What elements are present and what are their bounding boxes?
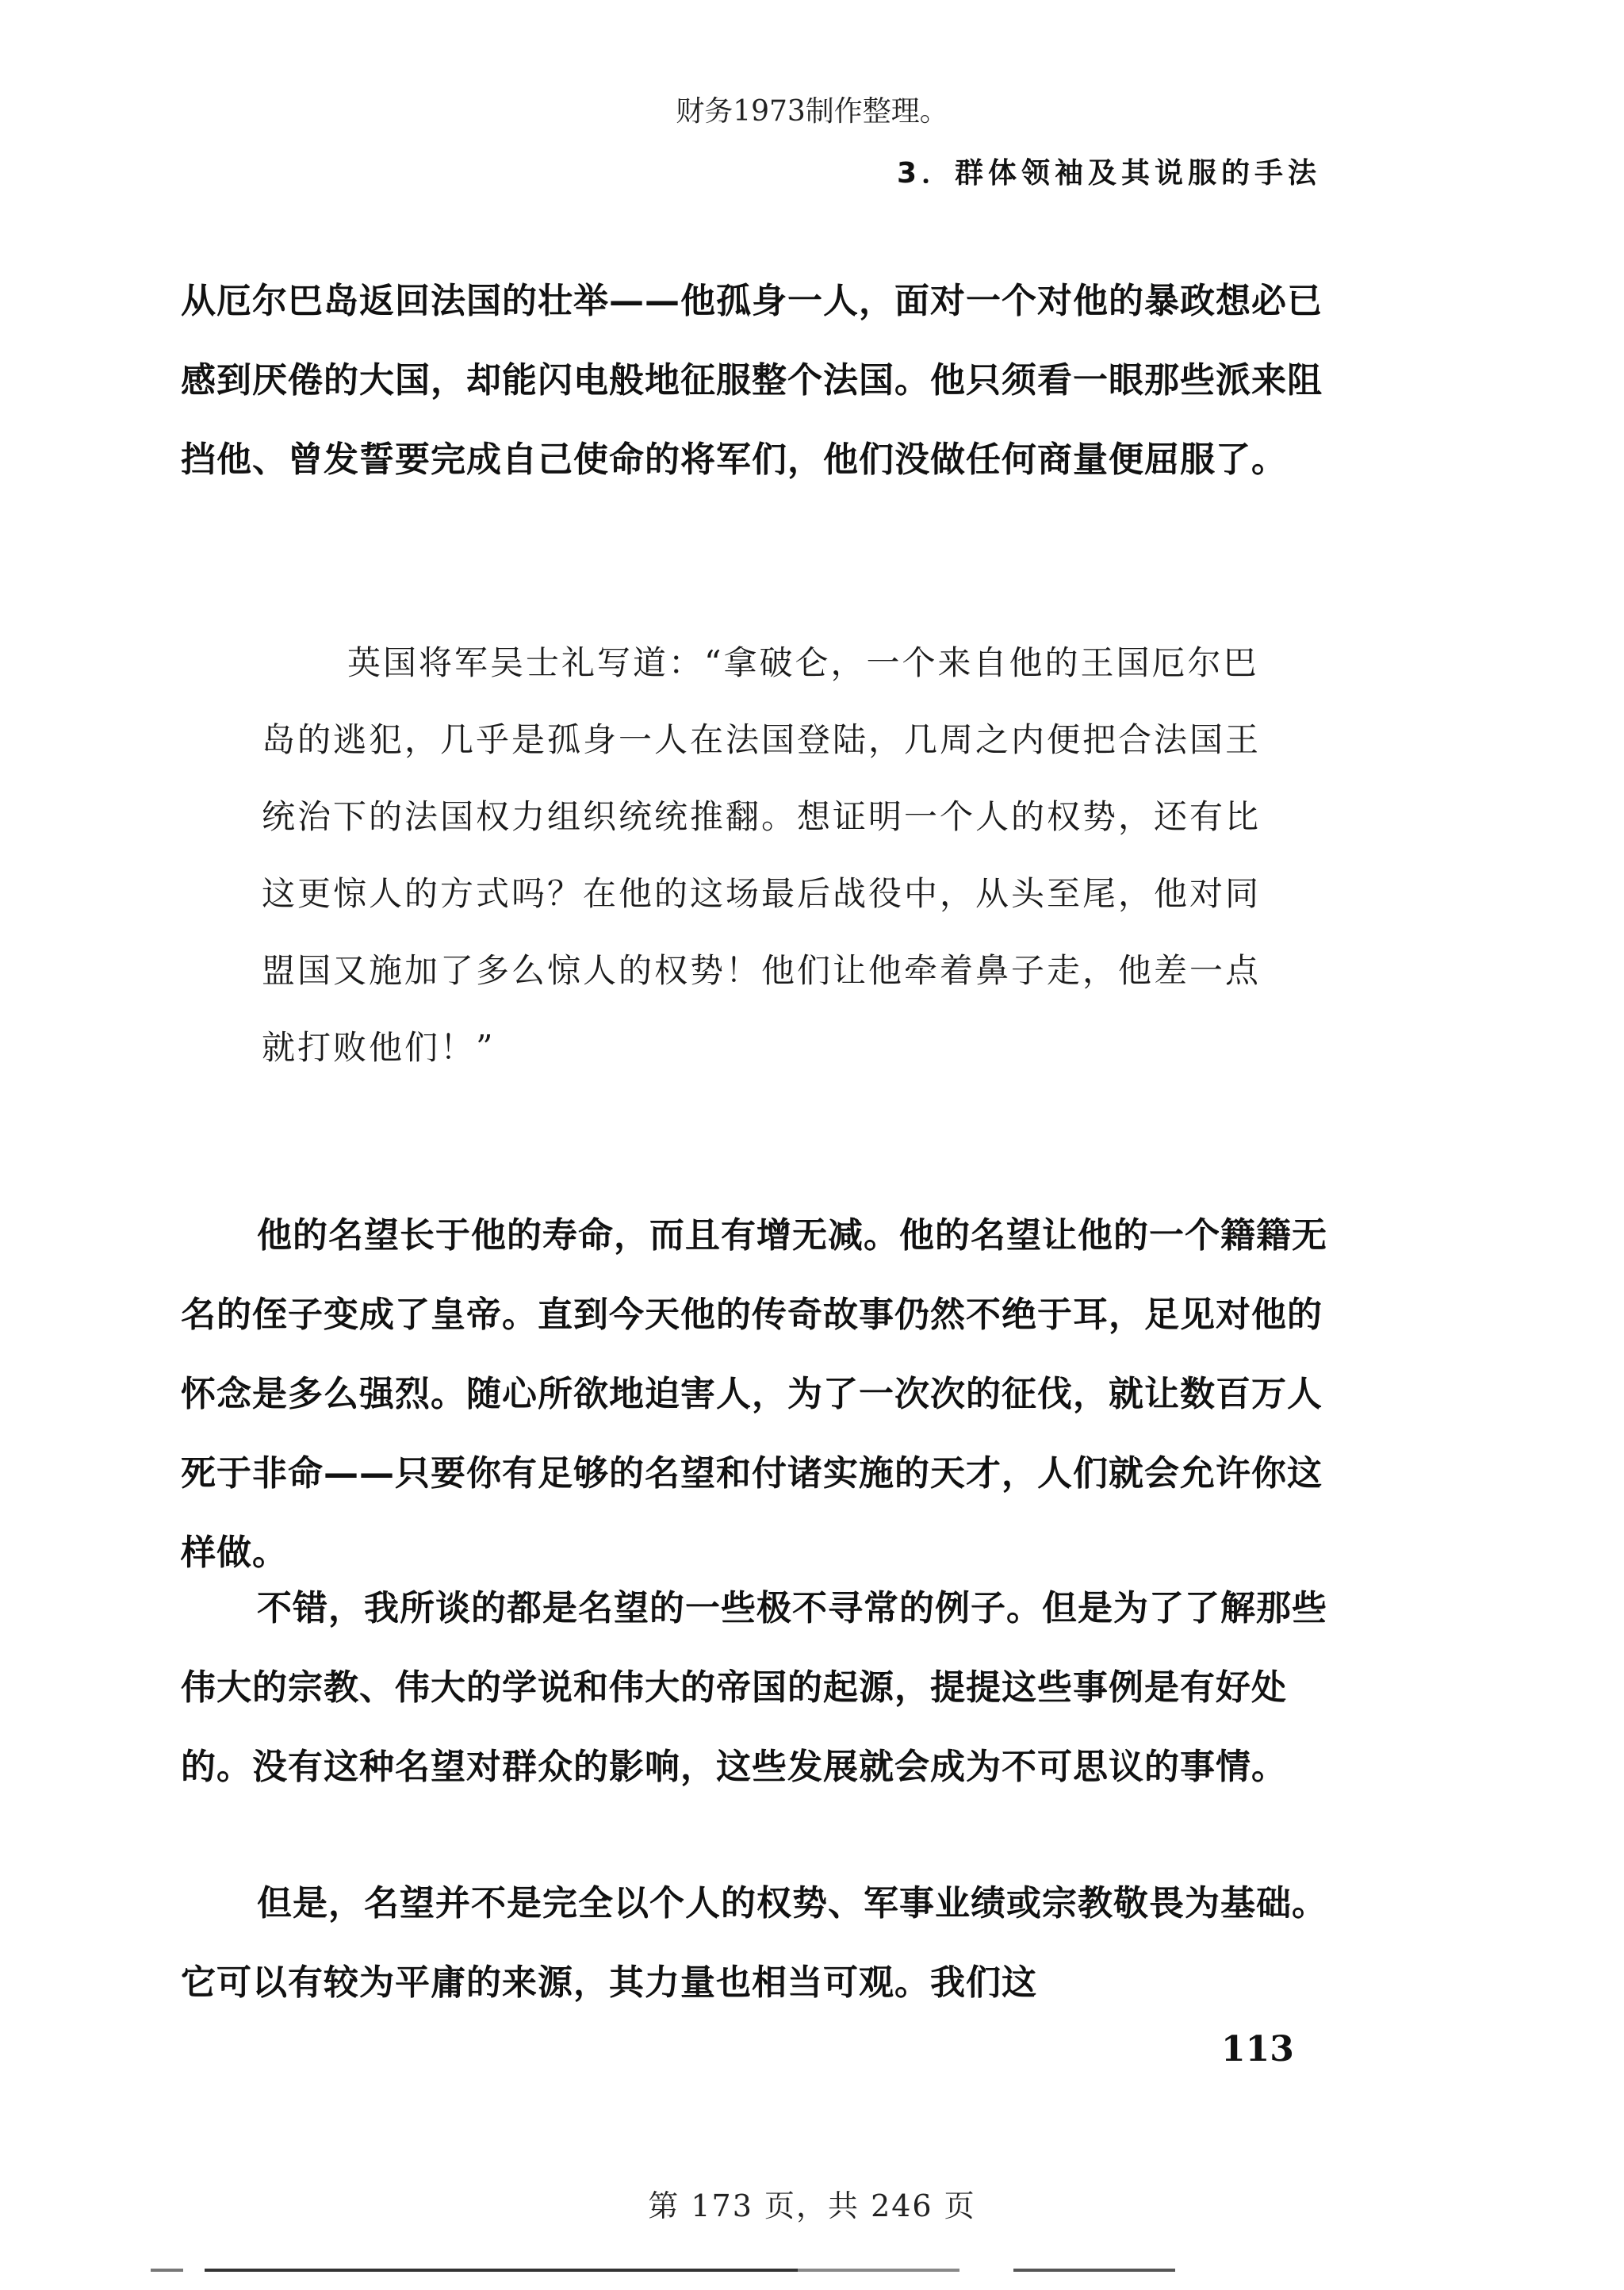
scan-artifact-line: [151, 2269, 1229, 2272]
block-quote: 英国将军吴士礼写道：“拿破仑，一个来自他的王国厄尔巴岛的逃犯，几乎是孤身一人在法国登陆，几周之内便把合法国王统治下的法国权力组织统统推翻。想证明一个人的权势，还有比这更惊人的方式吗？在他的这场最后战役中，从头至尾，他对同盟国又施加了多么惊人的权势！他们让他牵着鼻子走，他差一点就打败他们！”: [262, 643, 1262, 1067]
page-counter: 第 173 页，共 246 页: [648, 2188, 976, 2223]
paragraph-3: 不错，我所谈的都是名望的一些极不寻常的例子。但是为了了解那些伟大的宗教、伟大的学说和伟大的帝国的起源，提提这些事例是有好处的。没有这种名望对群众的影响，这些发展就会成为不可思议的事情。: [181, 1588, 1327, 1787]
paragraph-2: 他的名望长于他的寿命，而且有增无减。他的名望让他的一个籍籍无名的侄子变成了皇帝。直到今天他的传奇故事仍然不绝于耳，足见对他的怀念是多么强烈。随心所欲地迫害人，为了一次次的征伐，就让数百万人死于非命——只要你有足够的名望和付诸实施的天才，人们就会允许你这样做。: [181, 1215, 1327, 1573]
watermark-text: 财务1973制作整理。: [676, 95, 948, 128]
paragraph-4: 但是，名望并不是完全以个人的权势、军事业绩或宗教敬畏为基础。它可以有较为平庸的来源，其力量也相当可观。我们这: [181, 1883, 1327, 2003]
paragraph-1: 从厄尔巴岛返回法国的壮举——他孤身一人，面对一个对他的暴政想必已感到厌倦的大国，却能闪电般地征服整个法国。他只须看一眼那些派来阻挡他、曾发誓要完成自己使命的将军们，他们没做任何商量便屈服了。: [181, 281, 1323, 480]
page-number: 113: [1221, 2029, 1294, 2069]
chapter-running-header: 3．群体领袖及其说服的手法: [896, 157, 1321, 190]
